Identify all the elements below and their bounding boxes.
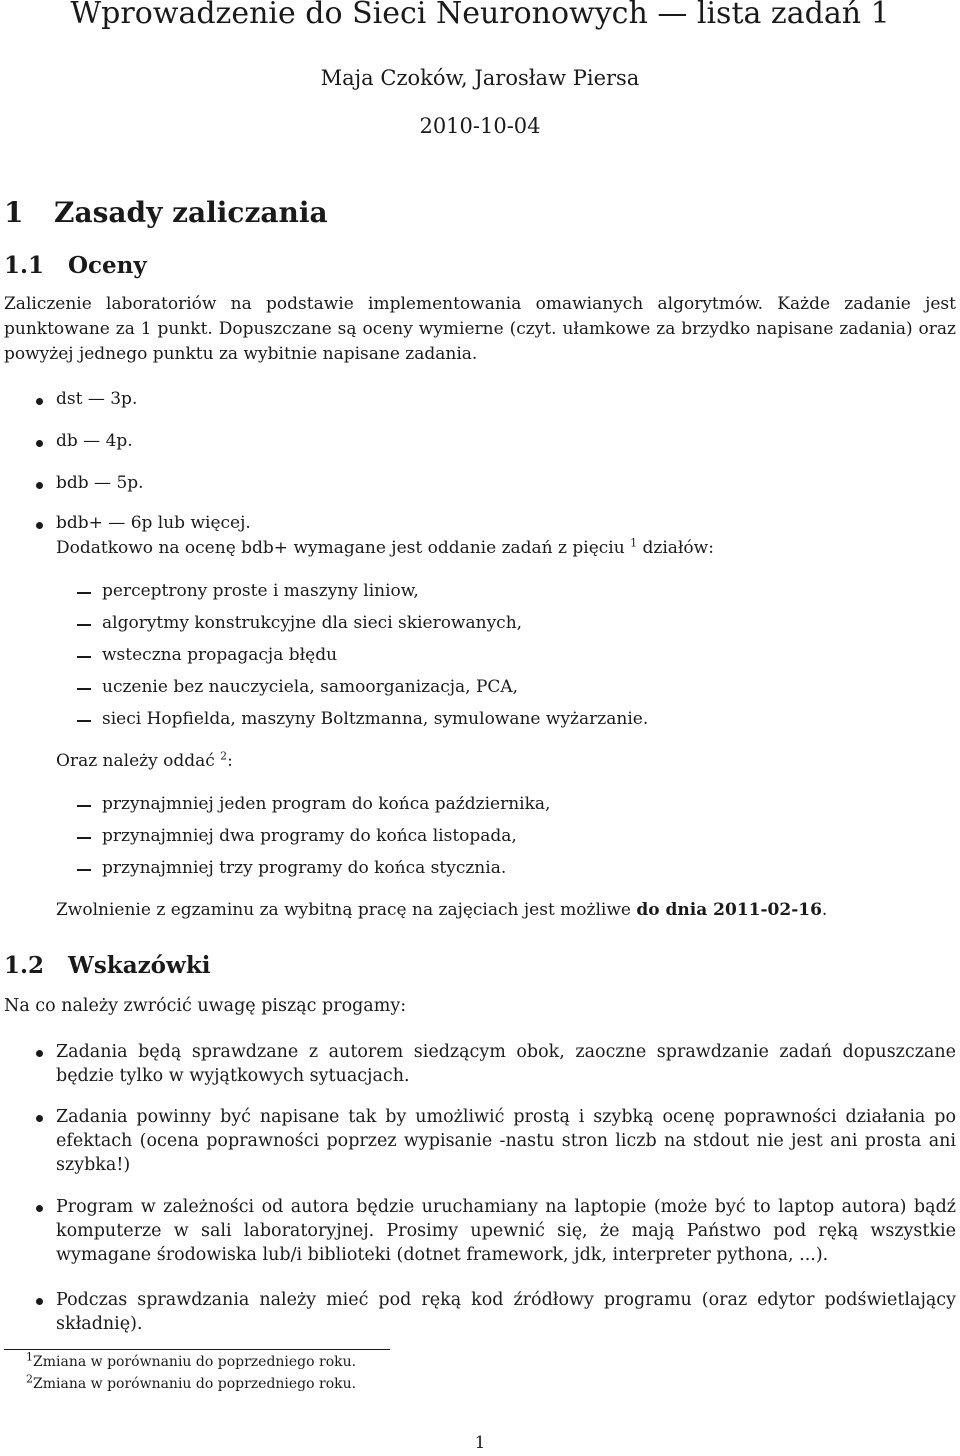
- document-date: 2010-10-04: [419, 114, 541, 138]
- footnote-ref-2: 2: [220, 749, 228, 763]
- grades-intro-paragraph: Zaliczenie laboratoriów na podstawie implementowania omawianych algorytmów. Każde zadanie jest punktowane za 1 punkt. Dopuszczane są oceny wymierne (czyt. ułamkowe za brzydko napisane zadania) oraz powyżej jednego punktu za wybitnie napisane zadania.: [4, 294, 956, 364]
- deadline-item: przynajmniej dwa programy do końca listopada,: [102, 826, 517, 846]
- hints-intro: Na co należy zwrócić uwagę pisząc progamy:: [4, 996, 407, 1016]
- deadline-item: przynajmniej jeden program do końca października,: [102, 794, 551, 814]
- subsection-number: 1.1: [4, 252, 45, 279]
- footnote-divider: [4, 1349, 390, 1350]
- bullet-icon: [36, 482, 43, 489]
- hint-item: Program w zależności od autora będzie uruchamiany na laptopie (może być to laptop autora) bądź komputerze w sali laboratoryjnej. Prosimy upewnić się, że mają Państwo pod ręką wszystkie wymagane środowiska lub/i biblioteki (dotnet framework, jdk, interpreter pythona, ...).: [56, 1197, 956, 1265]
- footnote-text: Zmiana w porównaniu do poprzedniego roku.: [33, 1376, 357, 1392]
- also-tail: :: [227, 751, 233, 771]
- footnote-2: [26, 1372, 357, 1392]
- dash-icon: [77, 688, 91, 690]
- grade-item: dst — 3p.: [56, 389, 138, 409]
- footnote-mark: 1: [26, 1350, 33, 1364]
- bdbplus-requirement: [56, 538, 714, 558]
- dash-icon: [77, 624, 91, 626]
- subsection-title: Oceny: [68, 252, 147, 279]
- bullet-icon: [36, 1205, 43, 1212]
- subsection-number: 1.2: [4, 952, 45, 979]
- topic-item: perceptrony proste i maszyny liniow,: [102, 581, 419, 601]
- also-text: Oraz należy oddać: [56, 751, 215, 771]
- topic-item: sieci Hopfielda, maszyny Boltzmanna, symulowane wyżarzanie.: [102, 709, 649, 729]
- dash-icon: [77, 592, 91, 594]
- dash-icon: [77, 656, 91, 658]
- bdbplus-text: Dodatkowo na ocenę bdb+ wymagane jest oddanie zadań z pięciu: [56, 538, 625, 558]
- footnote-ref-1: 1: [630, 536, 638, 550]
- subsection-title: Wskazówki: [68, 952, 211, 979]
- subsection-heading-grades: [4, 252, 147, 279]
- hint-item: Zadania będą sprawdzane z autorem siedzącym obok, zaoczne sprawdzanie zadań dopuszczane będzie tylko w wyjątkowych sytuacjach.: [56, 1042, 956, 1086]
- exemption-date: do dnia 2011-02-16: [636, 900, 822, 920]
- bullet-icon: [36, 440, 43, 447]
- dash-icon: [77, 837, 91, 839]
- dash-icon: [77, 805, 91, 807]
- topic-item: algorytmy konstrukcyjne dla sieci skierowanych,: [102, 613, 523, 633]
- section-heading: [4, 196, 328, 229]
- bullet-icon: [36, 522, 43, 529]
- hint-item: Zadania powinny być napisane tak by umożliwić prostą i szybką ocenę poprawności działania po efektach (ocena poprawności poprzez wypisanie -nastu stron liczb na stdout nie jest ani prosta ani szybka!): [56, 1107, 956, 1175]
- page-number: 1: [474, 1433, 486, 1453]
- bullet-icon: [36, 398, 43, 405]
- footnote-1: [26, 1350, 357, 1370]
- footnote-mark: 2: [26, 1372, 33, 1386]
- footnote-text: Zmiana w porównaniu do poprzedniego roku.: [33, 1354, 357, 1370]
- deadline-item: przynajmniej trzy programy do końca stycznia.: [102, 858, 507, 878]
- exemption-end: .: [821, 900, 828, 920]
- hint-item: Podczas sprawdzania należy mieć pod ręką kod źródłowy programu (oraz edytor podświetlający składnię).: [56, 1290, 956, 1334]
- topic-item: uczenie bez nauczyciela, samoorganizacja, PCA,: [102, 677, 519, 697]
- section-title: Zasady zaliczania: [54, 196, 328, 229]
- grade-item: db — 4p.: [56, 431, 133, 451]
- bullet-icon: [36, 1298, 43, 1305]
- bullet-icon: [36, 1115, 43, 1122]
- bullet-icon: [36, 1050, 43, 1057]
- exemption-note: [56, 900, 827, 920]
- grade-item: bdb — 5p.: [56, 473, 144, 493]
- document-authors: Maja Czoków, Jarosław Piersa: [320, 66, 640, 90]
- bdbplus-tail: działów:: [642, 538, 714, 558]
- dash-icon: [77, 869, 91, 871]
- topic-item: wsteczna propagacja błędu: [102, 645, 338, 665]
- exemption-text: Zwolnienie z egzaminu za wybitną pracę na zajęciach jest możliwe: [56, 900, 631, 920]
- grade-item: bdb+ — 6p lub więcej.: [56, 513, 251, 533]
- document-title: Wprowadzenie do Sieci Neuronowych — lista zadań 1: [70, 0, 890, 31]
- subsection-heading-hints: [4, 952, 211, 979]
- also-required: [56, 751, 233, 771]
- dash-icon: [77, 720, 91, 722]
- section-number: 1: [4, 196, 24, 229]
